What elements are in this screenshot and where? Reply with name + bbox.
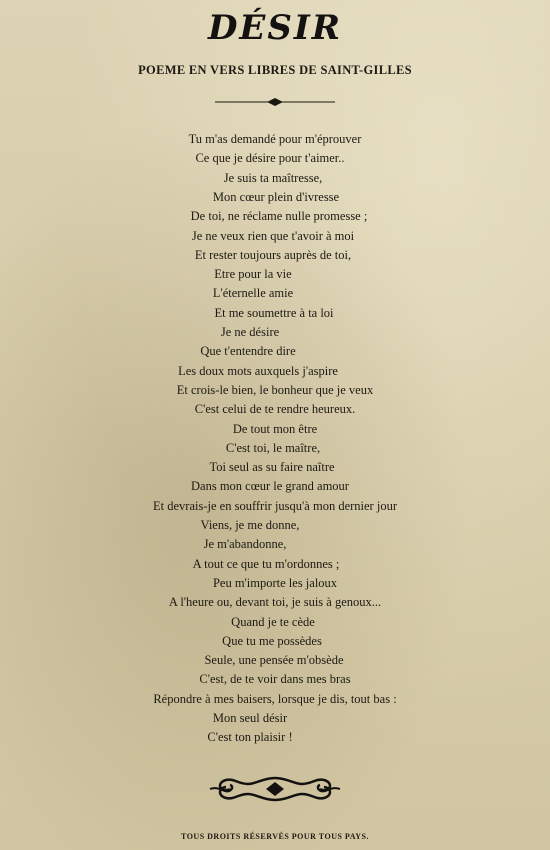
poem-line: Mon seul désir: [212, 711, 288, 725]
poem-line: Peu m'importe les jaloux: [212, 575, 338, 590]
poem-line: A tout ce que tu m'ordonnes ;: [192, 556, 340, 571]
poem-line: Et devrais-je en souffrir jusqu'à mon dernier jour: [153, 498, 397, 513]
poem-line: A l'heure ou, devant toi, je suis à genoux...: [168, 595, 382, 610]
poem-line: C'est toi, le maître,: [225, 440, 321, 455]
poem-line: Je ne désire: [220, 325, 280, 339]
poem-line: Viens, je me donne,: [200, 518, 300, 532]
divider-ornament-icon: [215, 96, 335, 108]
poem-line: Que tu me possèdes: [222, 633, 322, 648]
poem-line: Ce que je désire pour t'aimer..: [195, 151, 345, 166]
poem-line: Répondre à mes baisers, lorsque je dis, tout bas :: [153, 691, 397, 706]
poem-line: De toi, ne réclame nulle promesse ;: [190, 209, 368, 224]
poem-line: Et rester toujours auprès de toi,: [194, 247, 352, 262]
poem-line: Les doux mots auxquels j'aspire: [178, 363, 338, 378]
poem-line: Dans mon cœur le grand amour: [191, 479, 349, 494]
copyright-notice: TOUS DROITS RÉSERVÉS POUR TOUS PAYS.: [181, 832, 369, 841]
flourish-ornament-icon: [208, 774, 342, 804]
poem-line: Toi seul as su faire naître: [209, 460, 335, 475]
poem-line: C'est ton plaisir !: [207, 730, 293, 745]
poem-subtitle: POEME EN VERS LIBRES DE SAINT-GILLES: [138, 63, 412, 77]
poem-line: Quand je te cède: [231, 614, 315, 629]
poem-line: Je ne veux rien que t'avoir à moi: [191, 228, 355, 243]
poem-line: Mon cœur plein d'ivresse: [212, 189, 340, 204]
poem-line: Que t'entendre dire: [200, 344, 296, 359]
poem-line: Etre pour la vie: [214, 267, 292, 282]
poem-line: Je m'abandonne,: [203, 537, 287, 552]
poem-line: Seule, une pensée m'obsède: [204, 653, 344, 668]
poem-line: C'est celui de te rendre heureux.: [194, 402, 356, 417]
poem-line: Et me soumettre à ta loi: [214, 305, 334, 320]
poem-title: DÉSIR: [207, 8, 343, 48]
poem-line: C'est, de te voir dans mes bras: [199, 672, 351, 687]
poem-line: L'éternelle amie: [212, 286, 294, 301]
poem-line: De tout mon être: [232, 421, 318, 436]
poem-line: Tu m'as demandé pour m'éprouver: [188, 132, 362, 146]
poem-line: Et crois-le bien, le bonheur que je veux: [176, 382, 374, 397]
poem-line: Je suis ta maîtresse,: [223, 170, 323, 185]
